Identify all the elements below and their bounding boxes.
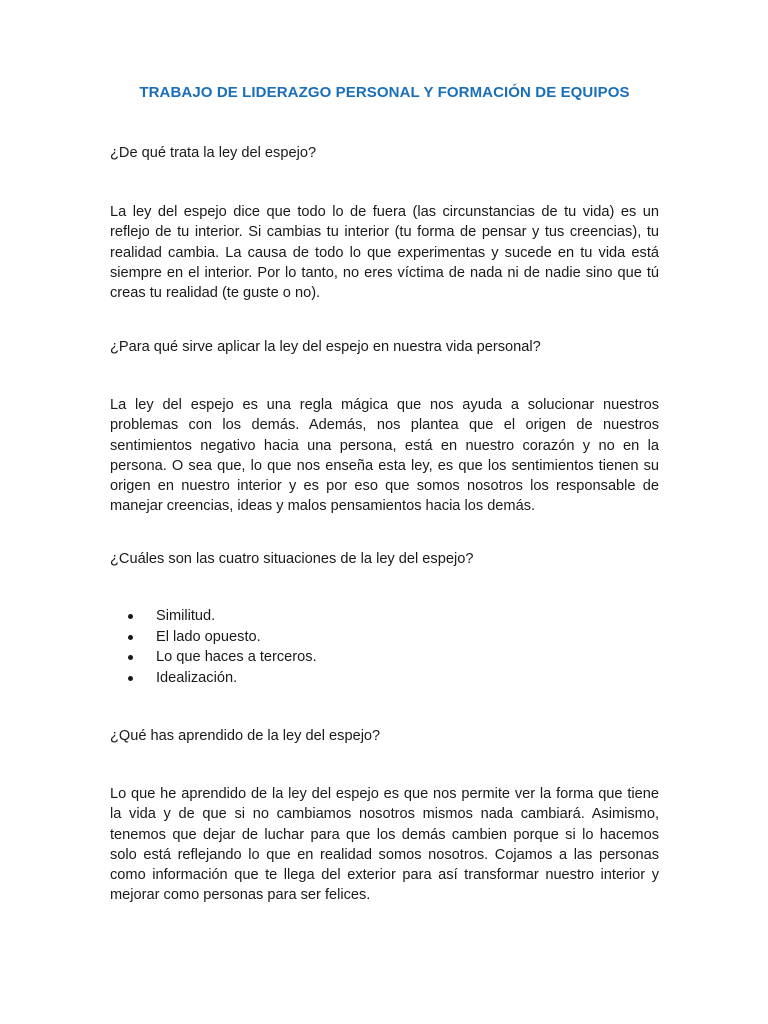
list-item [128,627,317,648]
list-item [128,668,317,689]
document-title: TRABAJO DE LIDERAZGO PERSONAL Y FORMACIÓN DE EQUIPOS [139,84,630,101]
question-2: ¿Para qué sirve aplicar la ley del espejo en nuestra vida personal? [110,339,541,355]
answer-4: Lo que he aprendido de la ley del espejo es que nos permite ver la forma que tiene la vida y de que si no cambiamos nosotros mismos nada cambiará. Asimismo, tenemos que dejar de luchar para que los demás cambien porque si lo hacemos solo está reflejando lo que en realidad somos nosotros. Cojamos a las personas como información que te llega del exterior para así transformar nuestro interior y mejorar como personas para ser felices. [110,786,659,904]
list-item-text: Idealización. [156,669,238,686]
list-item-text: Similitud. [156,608,216,624]
bullet-icon [128,635,133,640]
answer-2: La ley del espejo es una regla mágica que nos ayuda a solucionar nuestros problemas con los demás. Además, nos plantea que el origen de nuestros sentimientos negativo hacia una persona, está en nuestro corazón y no en la persona. O sea que, lo que nos enseña esta ley, es que los sentimientos tienen su origen en nuestro interior y es por eso que somos nosotros los responsable de manejar creencias, ideas y malos pensamientos hacia los demás. [110,397,659,515]
question-3: ¿Cuáles son las cuatro situaciones de la ley del espejo? [110,551,474,567]
bullet-icon [128,655,133,660]
answer-1: La ley del espejo dice que todo lo de fuera (las circunstancias de tu vida) es un reflejo de tu interior. Si cambias tu interior (tu forma de pensar y tus creencias), tu realidad cambia. La causa de todo lo que experimentas y sucede en tu vida está siempre en el interior. Por lo tanto, no eres víctima de nada ni de nadie sino que tú creas tu realidad (te guste o no). [110,204,659,302]
list-item [128,647,317,668]
list-item-text: Lo que haces a terceros. [156,649,317,665]
list-item-text: El lado opuesto. [156,628,261,645]
bullet-icon [128,614,133,619]
bullet-icon [128,676,133,681]
document-page [110,0,659,1024]
situations-list [128,606,317,688]
question-4: ¿Qué has aprendido de la ley del espejo? [110,728,381,744]
question-1: ¿De qué trata la ley del espejo? [110,145,317,161]
list-item [128,606,317,627]
